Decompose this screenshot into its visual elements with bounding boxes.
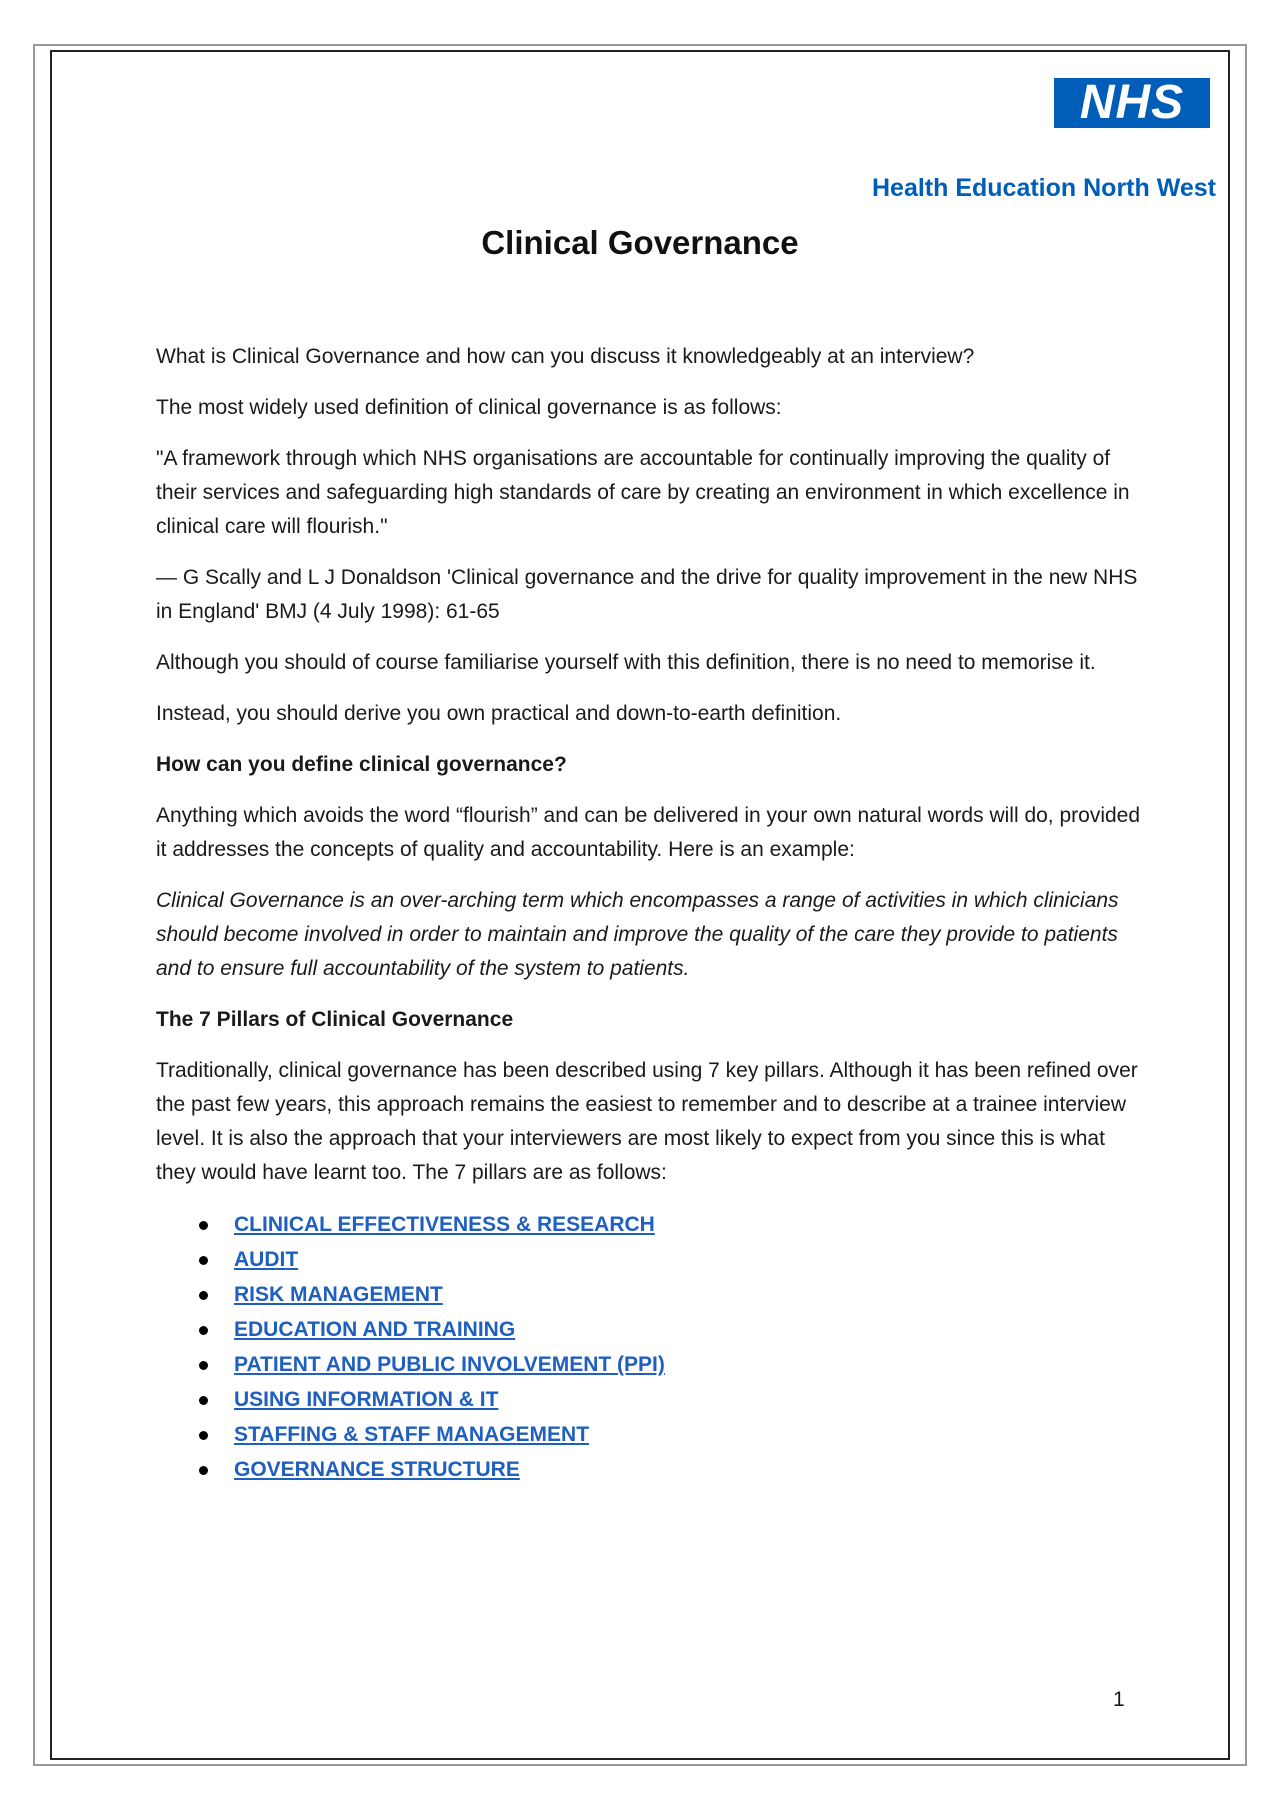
bullet-icon <box>199 1326 208 1335</box>
define-heading: How can you define clinical governance? <box>156 753 567 776</box>
bullet-icon <box>199 1221 208 1230</box>
nhs-logo <box>1054 78 1210 128</box>
example-definition: Clinical Governance is an over-arching term which encompasses a range of activities in which clinicians should become involved in order to maintain and improve the quality of the care they provide to patients and to ensure full accountability of the system to patients. <box>156 889 1119 980</box>
document-body <box>156 340 1146 1487</box>
anything-paragraph: Anything which avoids the word “flourish” and can be delivered in your own natural words will do, provided it addresses the concepts of quality and accountability. Here is an example: <box>156 804 1141 861</box>
bullet-icon <box>199 1466 208 1475</box>
bullet-icon <box>199 1431 208 1440</box>
pillar-link-clinical-effectiveness[interactable]: CLINICAL EFFECTIVENESS & RESEARCH <box>234 1213 655 1236</box>
list-item <box>156 1207 1146 1242</box>
list-item <box>156 1277 1146 1312</box>
list-item <box>156 1312 1146 1347</box>
pillar-link-staffing[interactable]: STAFFING & STAFF MANAGEMENT <box>234 1423 590 1446</box>
bullet-icon <box>199 1291 208 1300</box>
list-item <box>156 1382 1146 1417</box>
pillar-link-information-it[interactable]: USING INFORMATION & IT <box>234 1388 499 1411</box>
bullet-icon <box>199 1361 208 1370</box>
pillar-link-ppi[interactable]: PATIENT AND PUBLIC INVOLVEMENT (PPI) <box>234 1353 665 1376</box>
pillars-heading: The 7 Pillars of Clinical Governance <box>156 1008 514 1031</box>
list-item <box>156 1242 1146 1277</box>
citation-paragraph: — G Scally and L J Donaldson 'Clinical governance and the drive for quality improvement in the new NHS in England' BMJ (4 July 1998): 61-65 <box>156 566 1138 623</box>
bullet-icon <box>199 1256 208 1265</box>
derive-paragraph: Instead, you should derive you own practical and down-to-earth definition. <box>156 702 842 725</box>
list-item <box>156 1347 1146 1382</box>
pillar-link-risk-management[interactable]: RISK MANAGEMENT <box>234 1283 443 1306</box>
page-number: 1 <box>1113 1688 1125 1711</box>
list-item <box>156 1417 1146 1452</box>
intro-paragraph: What is Clinical Governance and how can you discuss it knowledgeably at an interview? <box>156 345 975 368</box>
definition-quote: "A framework through which NHS organisations are accountable for continually improving the quality of their services and safeguarding high standards of care by creating an environment in which excellence in clinical care will flourish." <box>156 447 1130 538</box>
definition-lead-paragraph: The most widely used definition of clinical governance is as follows: <box>156 396 782 419</box>
document-title: Clinical Governance <box>481 224 799 261</box>
bullet-icon <box>199 1396 208 1405</box>
pillar-link-education-training[interactable]: EDUCATION AND TRAINING <box>234 1318 516 1341</box>
traditionally-paragraph: Traditionally, clinical governance has been described using 7 key pillars. Although it has been refined over the past few years, this approach remains the easiest to remember and to describe at a trainee interview level. It is also the approach that your interviewers are most likely to expect from you since this is what they would have learnt too. The 7 pillars are as follows: <box>156 1059 1138 1184</box>
organisation-name: Health Education North West <box>871 174 1216 202</box>
pillar-link-governance-structure[interactable]: GOVERNANCE STRUCTURE <box>234 1458 520 1481</box>
pillar-link-audit[interactable]: AUDIT <box>234 1248 299 1271</box>
pillars-list <box>156 1207 1146 1487</box>
list-item <box>156 1452 1146 1487</box>
familiarise-paragraph: Although you should of course familiarise yourself with this definition, there is no need to memorise it. <box>156 651 1096 674</box>
nhs-logo-text: NHS <box>1079 76 1185 129</box>
